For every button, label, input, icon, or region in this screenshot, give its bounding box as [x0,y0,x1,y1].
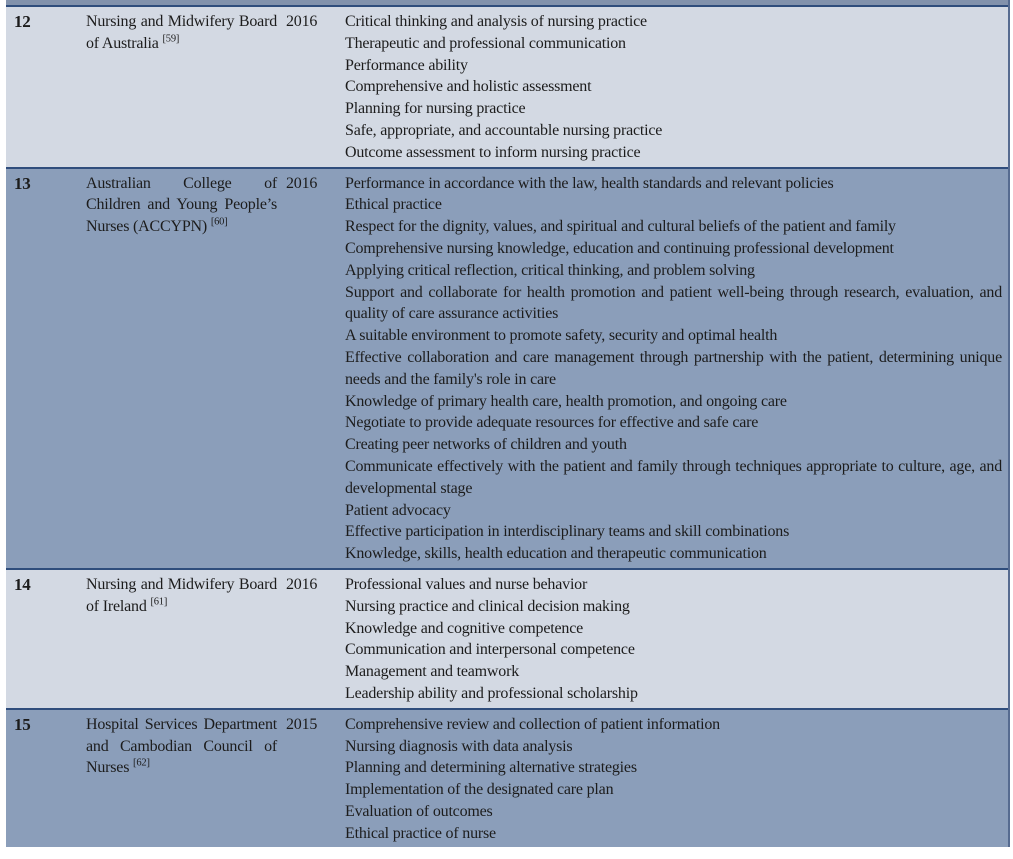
competency-item: Effective participation in interdisciplinary teams and skill combinations [345,523,790,541]
competency-item: Effective collaboration and care management through partnership with the patient, determining unique needs and the family's role in care [345,348,1002,388]
organization-name: Hospital Services Department and Cambodian Council of Nurses [86,715,277,777]
row-number: 15 [14,714,31,734]
competency-item: Communicate effectively with the patient and family through techniques appropriate to culture, age, and developmental stage [345,457,1002,497]
organization-cell [84,7,280,167]
competencies-cell [335,7,1008,167]
competency-item: Nursing diagnosis with data analysis [345,737,573,755]
competency-item: Knowledge, skills, health education and therapeutic communication [345,545,767,563]
competency-item: Respect for the dignity, values, and spiritual and cultural beliefs of the patient and family [345,218,896,236]
competency-item: Therapeutic and professional communication [345,34,626,52]
competencies-cell [335,169,1008,568]
table-row [6,167,1008,568]
year-value: 2015 [286,715,318,733]
organization-name: Nursing and Midwifery Board of Ireland [86,575,277,615]
competency-item: Planning and determining alternative strategies [345,759,637,777]
table-row [6,5,1008,167]
reference-superscript: [62] [133,757,150,769]
competency-item: Support and collaborate for health promotion and patient well-being through research, evaluation, and quality of care assurance activities [345,283,1002,323]
table-row [6,568,1008,708]
competency-item: Critical thinking and analysis of nursing practice [345,13,647,30]
competency-item: Leadership ability and professional scholarship [345,684,638,702]
table-row [6,708,1008,848]
year-cell [280,7,335,167]
competency-item: Comprehensive and holistic assessment [345,78,592,96]
competency-item: Management and teamwork [345,663,520,681]
competency-item: Implementation of the designated care plan [345,781,614,799]
competency-item: Comprehensive review and collection of patient information [345,715,720,733]
competency-item: Ethical practice of nurse [345,824,496,842]
competency-item: Evaluation of outcomes [345,802,493,820]
competency-item: Performance in accordance with the law, health standards and relevant policies [345,174,834,192]
organization-cell [84,570,280,708]
organization-cell [84,710,280,848]
competencies-cell [335,710,1008,848]
competency-item: Creating peer networks of children and youth [345,436,627,454]
competency-item: Comprehensive nursing knowledge, education and continuing professional development [345,239,894,257]
row-number: 13 [14,173,31,193]
competency-item: Negotiate to provide adequate resources for effective and safe care [345,414,759,432]
organization-name: Australian College of Children and Young People’s Nurses (ACCYPN) [86,174,277,236]
competency-table [6,0,1010,847]
reference-superscript: [59] [162,33,180,45]
reference-superscript: [60] [210,216,228,228]
year-cell [280,710,335,848]
competency-item: Outcome assessment to inform nursing practice [345,143,641,161]
competency-item: Applying critical reflection, critical thinking, and problem solving [345,261,755,279]
competency-item: Knowledge of primary health care, health promotion, and ongoing care [345,392,787,410]
competency-item: Nursing practice and clinical decision making [345,597,630,615]
row-number: 14 [14,574,31,594]
reference-superscript: [61] [150,596,168,608]
organization-name: Nursing and Midwifery Board of Australia [86,13,277,52]
competency-item: Performance ability [345,56,468,74]
competency-item: Professional values and nurse behavior [345,575,588,593]
competencies-cell [335,570,1008,708]
competency-item: Knowledge and cognitive competence [345,619,583,637]
row-number: 12 [14,12,31,31]
year-cell [280,570,335,708]
year-value: 2016 [286,174,318,192]
organization-cell [84,169,280,568]
competency-item: Safe, appropriate, and accountable nursing practice [345,121,663,139]
competency-item: A suitable environment to promote safety, security and optimal health [345,327,778,345]
year-value: 2016 [286,575,318,593]
year-cell [280,169,335,568]
competency-item: Planning for nursing practice [345,100,526,118]
competency-item: Communication and interpersonal competence [345,641,635,659]
year-value: 2016 [286,13,318,30]
competency-item: Patient advocacy [345,501,451,519]
competency-item: Ethical practice [345,196,442,214]
